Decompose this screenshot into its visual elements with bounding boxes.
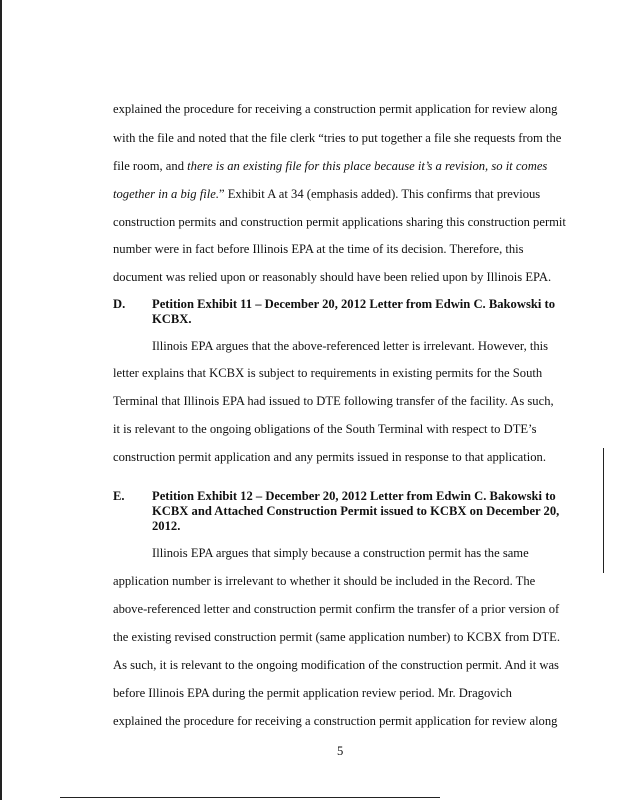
text-line: before Illinois EPA during the permit application review period. Mr. Dragovich <box>113 686 512 700</box>
text-line: Illinois EPA argues that simply because a construction permit has the same <box>152 546 529 560</box>
text-line: together in a big file.” Exhibit A at 34 (emphasis added). This confirms that previous <box>113 187 541 201</box>
text-line: document was relied upon or reasonably should have been relied upon by Illinois EPA. <box>113 270 552 284</box>
text-line: above-referenced letter and construction permit confirm the transfer of a prior version of <box>113 602 560 616</box>
text-line: As such, it is relevant to the ongoing modification of the construction permit. And it was <box>113 658 559 672</box>
text-line: number were in fact before Illinois EPA at the time of its decision. Therefore, this <box>113 242 524 256</box>
section-d-letter: D. <box>113 297 126 311</box>
scan-edge-bottom <box>60 797 440 798</box>
text-line: it is relevant to the ongoing obligations of the South Terminal with respect to DTE’s <box>113 422 537 436</box>
page-number: 5 <box>337 744 344 758</box>
text-line: with the file and noted that the file clerk “tries to put together a file she requests from the <box>113 131 562 145</box>
text-line: construction permit application and any permits issued in response to that application. <box>113 450 546 464</box>
section-e-title: 2012. <box>152 519 181 533</box>
text-line: application number is irrelevant to whether it should be included in the Record. The <box>113 574 536 588</box>
scan-edge-left <box>0 0 2 800</box>
text-line: file room, and there is an existing file for this place because it’s a revision, so it comes <box>113 159 548 173</box>
text-line: Terminal that Illinois EPA had issued to DTE following transfer of the facility. As such, <box>113 394 554 408</box>
text-line: explained the procedure for receiving a construction permit application for review along <box>113 102 558 116</box>
text-line: Illinois EPA argues that the above-referenced letter is irrelevant. However, this <box>152 339 549 353</box>
text-line: explained the procedure for receiving a construction permit application for review along <box>113 714 558 728</box>
section-e-title: KCBX and Attached Construction Permit issued to KCBX on December 20, <box>152 504 560 518</box>
text-line: the existing revised construction permit (same application number) to KCBX from DTE. <box>113 630 560 644</box>
section-d-title: Petition Exhibit 11 – December 20, 2012 Letter from Edwin C. Bakowski to <box>152 297 555 311</box>
scan-edge-right <box>603 448 604 573</box>
section-e-title: Petition Exhibit 12 – December 20, 2012 Letter from Edwin C. Bakowski to <box>152 489 556 503</box>
text-line: letter explains that KCBX is subject to requirements in existing permits for the South <box>113 366 543 380</box>
section-d-title: KCBX. <box>152 312 192 326</box>
text-line: construction permits and construction permit applications sharing this construction permit <box>113 215 566 229</box>
section-e-letter: E. <box>113 489 125 503</box>
